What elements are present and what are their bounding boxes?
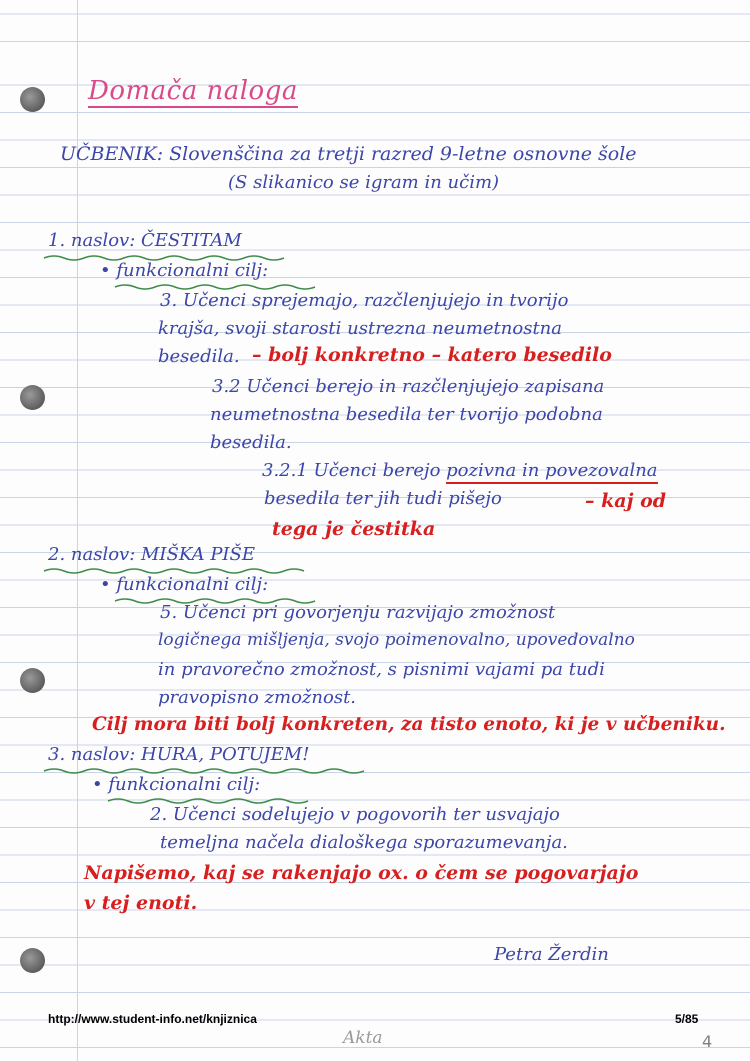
goal-line: 2. Učenci sodelujejo v pogovorih ter usvajajo	[150, 804, 560, 825]
textbook-line: UČBENIK: Slovenščina za tretji razred 9-letne osnovne šole	[60, 143, 637, 165]
goal-line: besedila.	[158, 346, 240, 367]
goal-line: besedila.	[210, 432, 292, 453]
goal-label: • funkcionalni cilj:	[92, 774, 261, 795]
footer-url: http://www.student-info.net/knjiznica	[48, 1012, 257, 1026]
goal-label: • funkcionalni cilj:	[100, 260, 269, 281]
brand-logo: Akta	[343, 1028, 383, 1048]
goal-line: 5. Učenci pri govorjenju razvijajo zmožnost	[160, 602, 556, 623]
underlined-phrase: pozivna in povezovalna	[446, 460, 657, 484]
handwritten-page-number: 4	[702, 1032, 713, 1051]
teacher-comment: – bolj konkretno – katero besedilo	[252, 344, 612, 366]
page-title: Domača naloga	[88, 76, 298, 106]
textbook-subtitle: (S slikanico se igram in učim)	[228, 172, 500, 193]
footer-page-number: 5/85	[675, 1012, 699, 1026]
section-heading: 3. naslov: HURA, POTUJEM!	[48, 744, 310, 765]
section-heading: 1. naslov: ČESTITAM	[48, 230, 242, 251]
section-heading: 2. naslov: MIŠKA PIŠE	[48, 544, 256, 565]
punch-hole-icon	[20, 668, 45, 693]
goal-line: logičnega mišljenja, svojo poimenovalno, upovedovalno	[158, 630, 635, 650]
teacher-comment: Napišemo, kaj se rakenjajo ox. o čem se pogovarjajo	[84, 862, 639, 884]
goal-line: besedila ter jih tudi pišejo	[264, 488, 502, 509]
teacher-comment: – kaj od	[585, 490, 667, 512]
goal-line: krajša, svoji starosti ustrezna neumetnostna	[158, 318, 562, 339]
signature: Petra Žerdin	[494, 944, 609, 965]
goal-line: 3. Učenci sprejemajo, razčlenjujejo in tvorijo	[160, 290, 569, 311]
teacher-comment: Cilj mora biti bolj konkreten, za tisto enoto, ki je v učbeniku.	[92, 714, 726, 735]
punch-hole-icon	[20, 948, 45, 973]
punch-hole-icon	[20, 385, 45, 410]
teacher-comment: tega je čestitka	[272, 518, 436, 540]
teacher-comment: v tej enoti.	[84, 892, 198, 914]
goal-line: neumetnostna besedila ter tvorijo podobna	[210, 404, 603, 425]
goal-line: 3.2 Učenci berejo in razčlenjujejo zapisana	[212, 376, 605, 397]
goal-line: in pravorečno zmožnost, s pisnimi vajami pa tudi	[158, 659, 605, 680]
goal-label: • funkcionalni cilj:	[100, 574, 269, 595]
goal-line: 3.2.1 Učenci berejo pozivna in povezovalna	[262, 462, 658, 480]
goal-line: pravopisno zmožnost.	[158, 687, 357, 708]
goal-line: temeljna načela dialoškega sporazumevanja.	[160, 832, 568, 853]
punch-hole-icon	[20, 87, 45, 112]
